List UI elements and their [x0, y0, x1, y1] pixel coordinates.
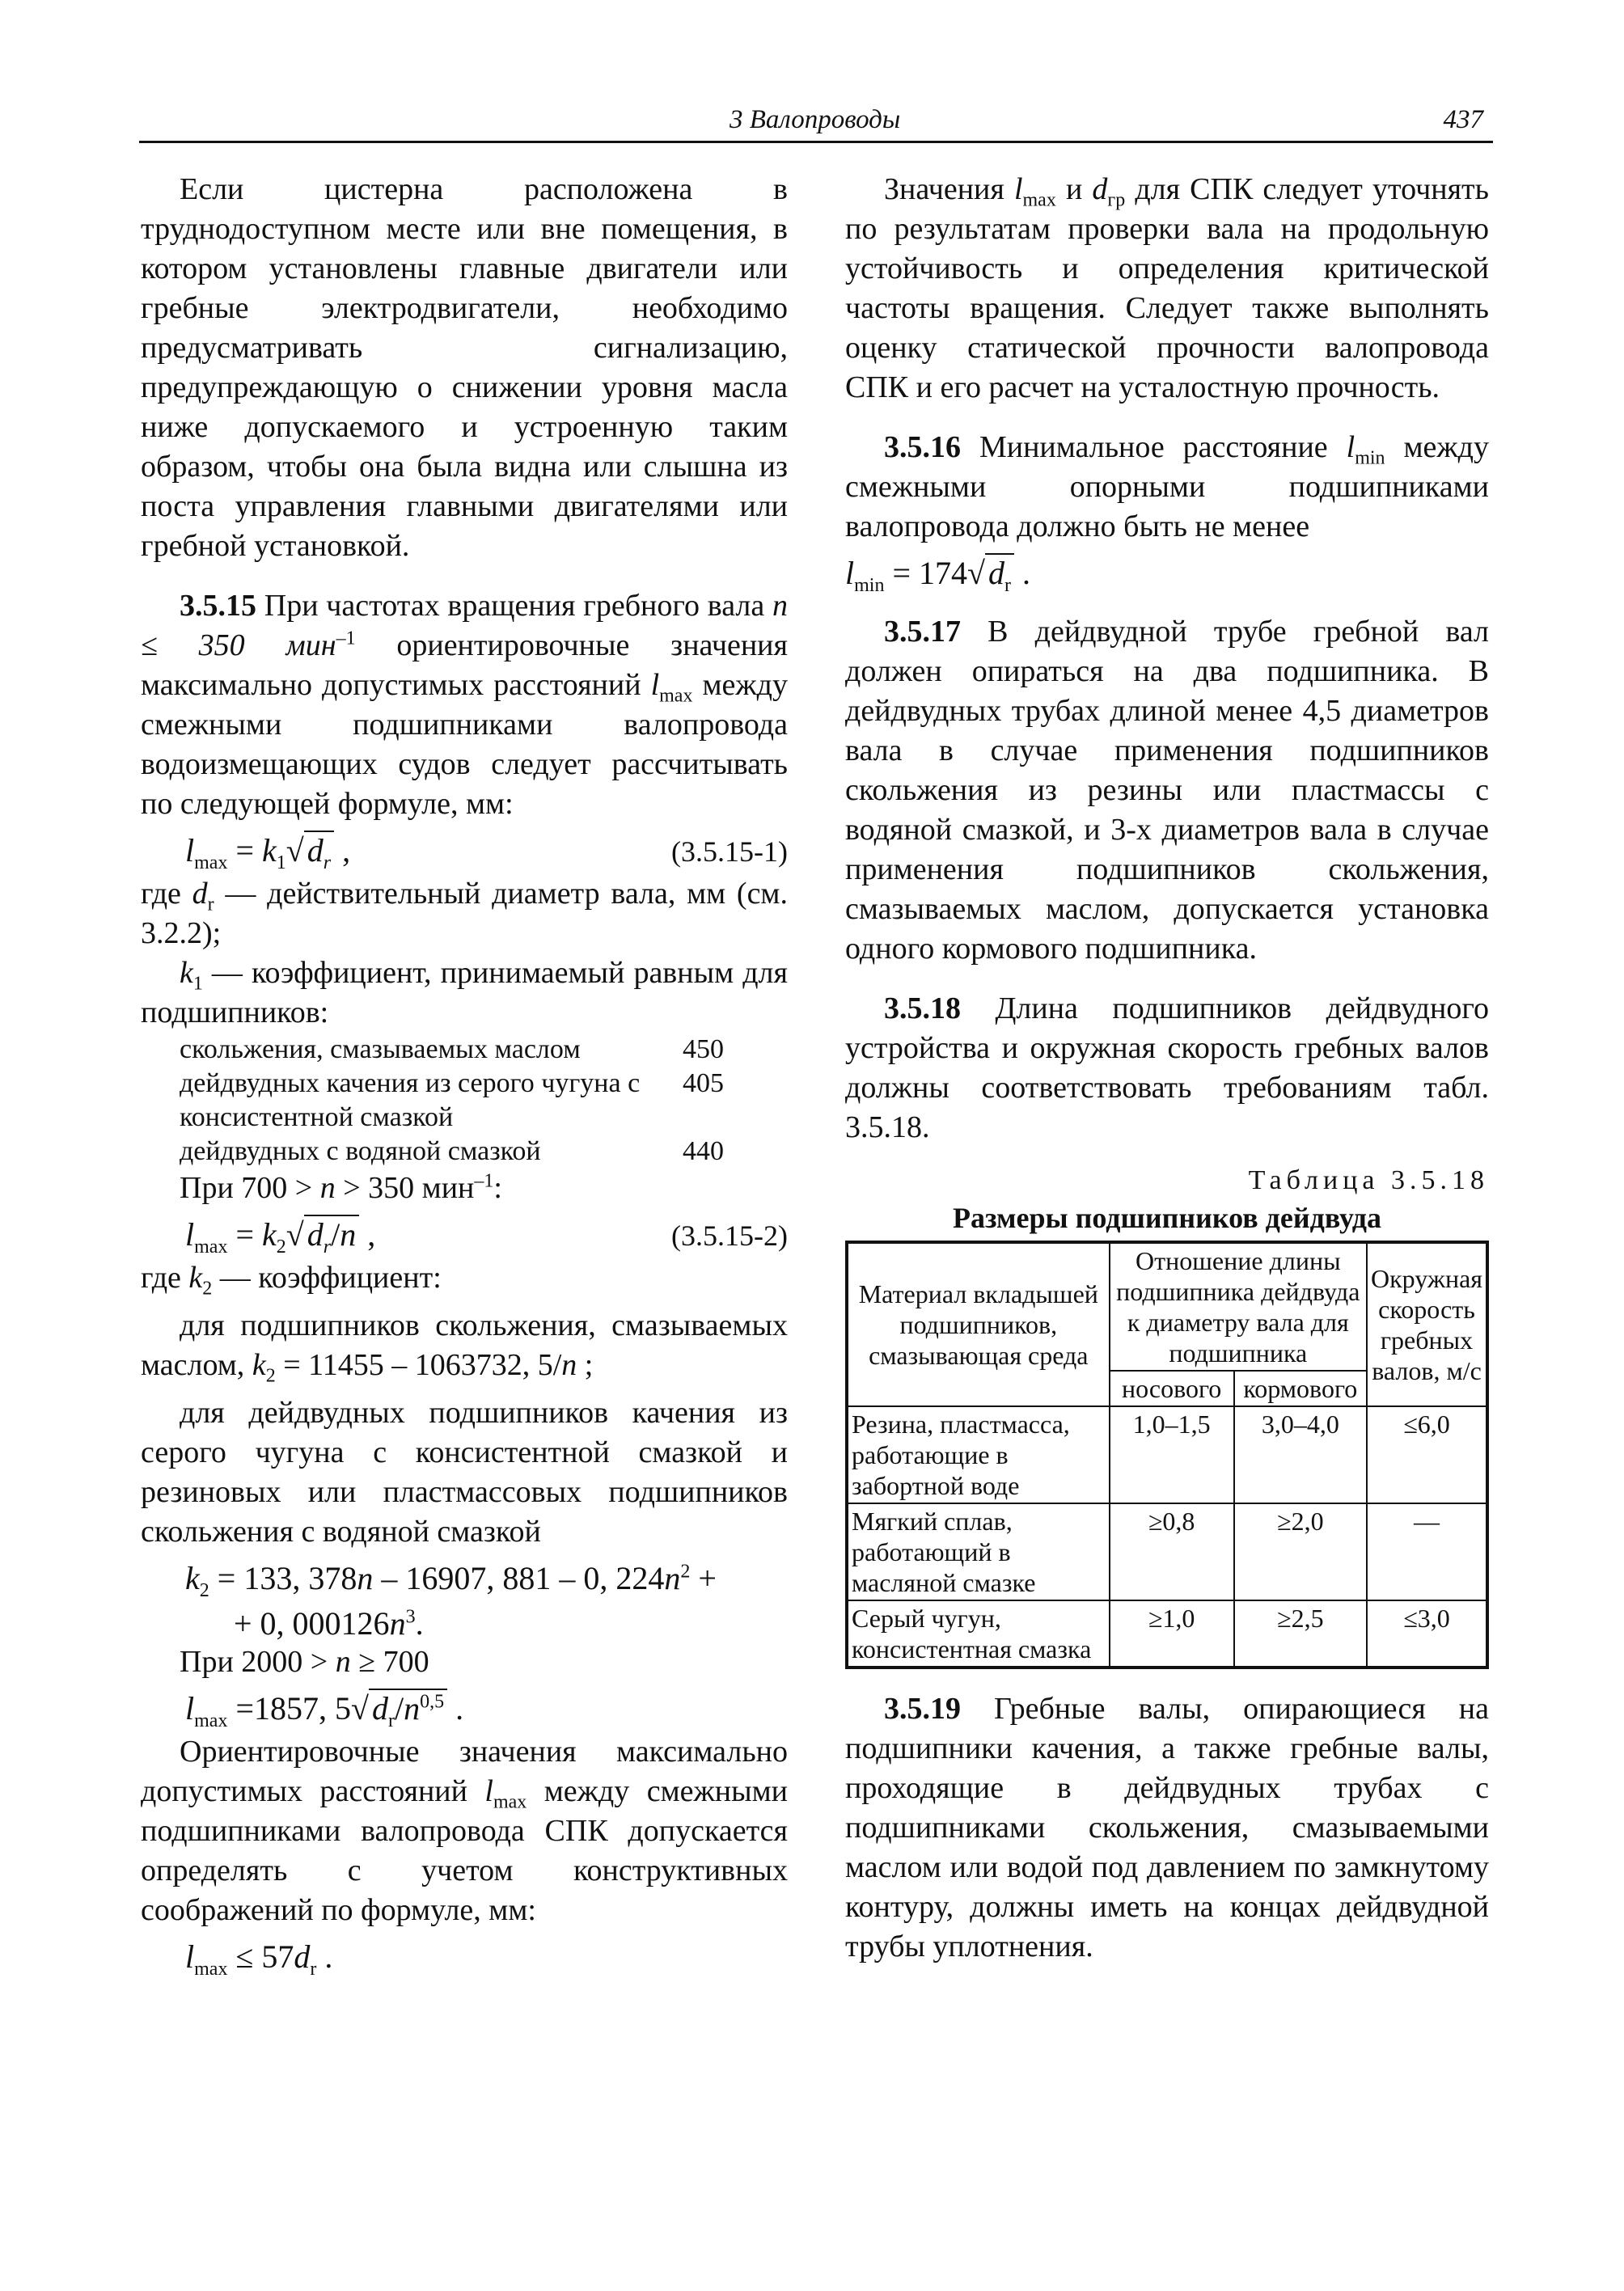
header-peripheral-speed: Окружная скорость гребных валов, м/с [1367, 1242, 1487, 1406]
section-number: 3.5.18 [884, 991, 961, 1025]
formula-lmin: $l_{min} = 174√$ $d_r$ . [845, 555, 1030, 596]
definition-dr: где $d_r$ — действительный диаметр вала, мм (см. 3.2.2); [141, 877, 788, 950]
paragraph-tank-alarm: Если цистерна расположена в труднодоступном месте или вне помещения, в котором установлены главные двигатели или гребные электродвигатели, необходимо предусматривать сигнализацию, предупреждающую о снижении уровня масла ниже допускаемого и устроенную таким образом, чтобы она была видна или слышна из поста управления главными двигателями или гребной установкой. [141, 172, 788, 563]
definition-k1: $k_1$ — коэффициент, принимаемый равным для подшипников: [141, 956, 788, 1029]
paragraph-spk-refine: Значения $l_{max}$ и $d_{гр}$ для СПК следует уточнять по результатам проверки вала на продольную устойчивость и определения критической частоты вращения. Следует также выполнять оценку статической прочности валопровода СПК и его расчет на усталостную прочность. [845, 172, 1489, 404]
section-3-5-16: 3.5.16 Минимальное расстояние $l_{min}$ между смежными опорными подшипниками валопровода должно быть не менее [845, 430, 1489, 543]
running-header [139, 104, 1493, 143]
section-number: 3.5.17 [884, 615, 961, 649]
right-column [845, 170, 1489, 1967]
list-item: скольжения, смазываемых маслом 450 [180, 1034, 724, 1064]
header-stern: кормового [1234, 1371, 1367, 1406]
list-item: дейдвудных качения из серого чугуна с консистентной смазкой 405 [180, 1068, 724, 1132]
table-row: Резина, пластмасса, работающие в забортной воде 1,0–1,5 3,0–4,0 ≤6,0 [847, 1406, 1487, 1503]
list-item: дейдвудных с водяной смазкой 440 [180, 1136, 724, 1166]
k2-oil-bearings: для подшипников скольжения, смазываемых маслом, $k_2 = 11455 - 1063732$, 5/n ; [141, 1308, 788, 1387]
table-caption: Таблица 3.5.18 [1248, 1165, 1489, 1195]
table-header-row [847, 1242, 1487, 1371]
header-length-ratio: Отношение длины подшипника дейдвуда к диаметру вала для подшипника [1110, 1242, 1367, 1371]
table-row: Серый чугун, консистентная смазка ≥1,0 ≥2,5 ≤3,0 [847, 1600, 1487, 1668]
formula-3-5-15-2: $l_{max} = k_2√$ $d_r/n$ , (3.5.15-2) [185, 1216, 788, 1258]
condition-2000: При 2000 > n ≥ 700 [180, 1645, 429, 1679]
section-number: 3.5.16 [884, 430, 961, 464]
section-3-5-17: 3.5.17 В дейдвудной трубе гребной вал должен опираться на два подшипника. В дейдвудных трубах длиной менее 4,5 диаметров вала в случае применения подшипников скольжения из резины или пластмассы с водяной смазкой, и 3-х диаметров вала в случае применения подшипников скольжения, смазываемых маслом, допускается установка одного кормового подшипника. [845, 615, 1489, 966]
k1-values-list [180, 1033, 788, 1169]
formula-number: (3.5.15-2) [671, 1219, 788, 1252]
bearing-dimensions-table [845, 1241, 1489, 1669]
k2-cast-iron-bearings: для дейдвудных подшипников качения из серого чугуна с консистентной смазкой и резиновых или пластмассовых подшипников скольжения с водяной смазкой [141, 1396, 788, 1549]
chapter-title: 3 Валопроводы [730, 105, 901, 134]
section-number: 3.5.19 [884, 1692, 961, 1726]
condition-700: При 700 > n > 350 мин$^{-1}$: [180, 1170, 502, 1205]
formula-lmax-spk: $l_{max} \le 57d_r$ . [185, 1938, 333, 1980]
formula-k2-polynomial-line1: $k_2 = 133$, 378n – 16907, 881 – 0, $224n^2$ + [185, 1560, 717, 1601]
header-bow: носового [1110, 1371, 1234, 1406]
definition-k2: где $k_2$ — коэффициент: [141, 1261, 442, 1300]
section-3-5-15: 3.5.15 При частотах вращения гребного вала n ≤ 350 мин$^{-1}$ ориентировочные значения максимально допустимых расстояний $l_{max}$ между смежными подшипниками валопровода водоизмещающих судов следует рассчитывать по следующей формуле, мм: [141, 589, 789, 821]
paragraph-spk: Ориентировочные значения максимально допустимых расстояний $l_{max}$ между смежными подшипниками валопровода СПК допускается определять с учетом конструктивных соображений по формуле, мм: [141, 1735, 788, 1927]
formula-lmax-high-speed: $l_{max} =1857$, 5√ $d_r/n^{0,5}$ . [185, 1690, 464, 1731]
section-number: 3.5.15 [180, 589, 256, 623]
table-row: Мягкий сплав, работающий в масляной смазке ≥0,8 ≥2,0 — [847, 1503, 1487, 1600]
table-title: Размеры подшипников дейдвуда [953, 1202, 1381, 1234]
formula-k2-polynomial-line2: + 0, $000126n^3$. [234, 1605, 424, 1642]
formula-number: (3.5.15-1) [671, 835, 788, 868]
section-3-5-19: 3.5.19 Гребные валы, опирающиеся на подшипники качения, а также гребные валы, проходящие в дейдвудных трубах с подшипниками скольжения, смазываемыми маслом или водой под давлением по замкнутому контуру, должны иметь на концах дейдвудной трубы уплотнения. [845, 1692, 1490, 1963]
formula-3-5-15-1: $l_{max} = k_1√$ $d_r$ , (3.5.15-1) [185, 832, 788, 873]
left-column [141, 170, 788, 1980]
section-3-5-18: 3.5.18 Длина подшипников дейдвудного устройства и окружная скорость гребных валов должны соответствовать требованиям табл. 3.5.18. [845, 991, 1489, 1144]
page-number: 437 [1443, 105, 1483, 134]
header-material: Материал вкладышей подшипников, смазывающая среда [847, 1242, 1110, 1406]
